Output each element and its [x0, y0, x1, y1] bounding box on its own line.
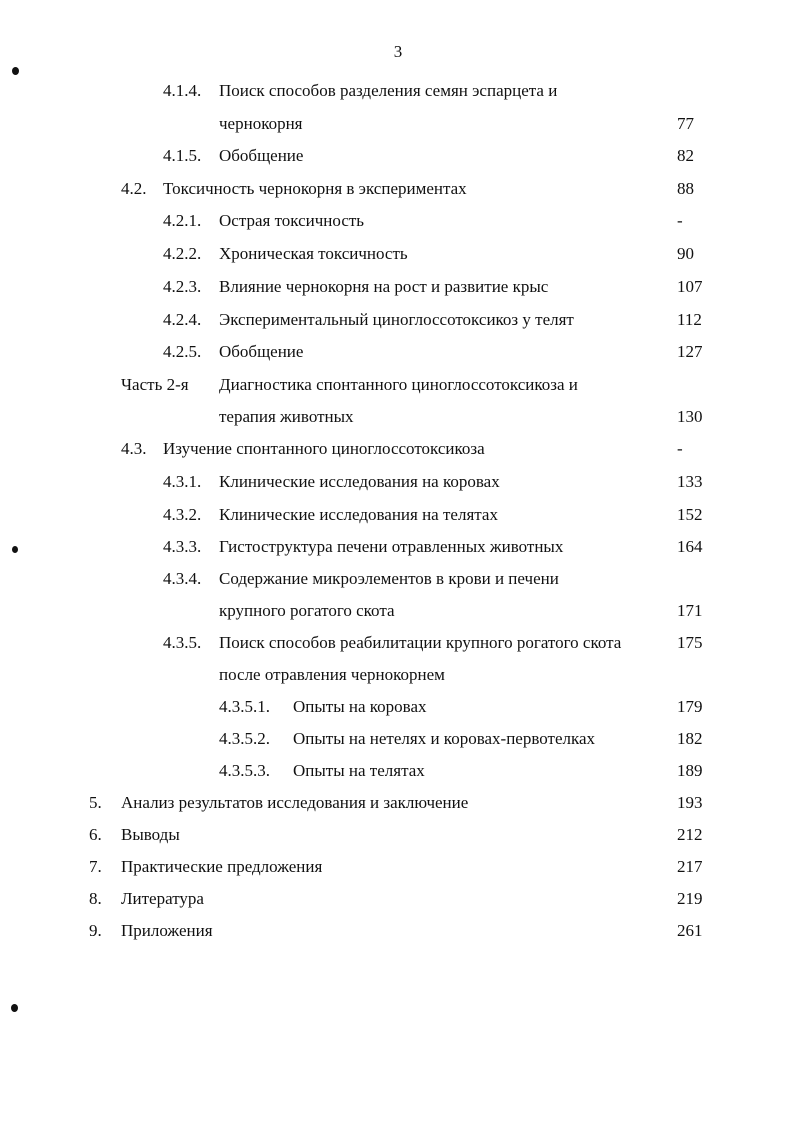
toc-entry-number: 4.2.2. [163, 244, 202, 263]
toc-entry-title: Обобщение [219, 146, 304, 165]
page-number: 3 [393, 42, 403, 61]
toc-entry-page: 88 [677, 179, 694, 198]
toc-entry-page: 217 [677, 857, 703, 876]
toc-entry-title: Литература [121, 889, 204, 908]
toc-entry-page: 82 [677, 146, 694, 165]
toc-entry-title: Клинические исследования на коровах [219, 472, 500, 491]
toc-entry-title: Поиск способов реабилитации крупного рогатого скота [219, 633, 622, 652]
toc-entry-title: Обобщение [219, 342, 304, 361]
toc-entry-page: 133 [677, 472, 703, 491]
scan-mark [11, 1004, 18, 1012]
toc-entry-number: 4.3.5.3. [219, 761, 270, 780]
toc-entry-page: 90 [677, 244, 694, 263]
toc-entry-number: 7. [89, 857, 102, 876]
toc-entry-title: Анализ результатов исследования и заключение [121, 793, 469, 812]
toc-entry-number: 5. [89, 793, 102, 812]
toc-entry-number: 4.2. [121, 179, 147, 198]
toc-entry-number: 4.2.3. [163, 277, 202, 296]
scan-mark [12, 546, 18, 553]
toc-entry-page: 219 [677, 889, 703, 908]
toc-entry-page: 164 [677, 537, 703, 556]
toc-entry-page: 130 [677, 407, 703, 426]
toc-entry-page: 189 [677, 761, 703, 780]
toc-entry-number: 4.3.5. [163, 633, 202, 652]
toc-entry-number: 9. [89, 921, 102, 940]
toc-entry-page: 212 [677, 825, 703, 844]
toc-entry-number: 4.3.3. [163, 537, 202, 556]
toc-entry-number: 4.3.4. [163, 569, 202, 588]
toc-entry-title: Острая токсичность [219, 211, 365, 230]
toc-entry-number: 4.3.2. [163, 505, 202, 524]
toc-entry-page: - [677, 439, 683, 458]
toc-entry-number: 4.3.5.1. [219, 697, 270, 716]
toc-entry-number: 4.3.5.2. [219, 729, 270, 748]
toc-entry-title: Опыты на телятах [293, 761, 425, 780]
toc-entry-title: Выводы [121, 825, 180, 844]
toc-entry-title: Экспериментальный циноглоссотоксикоз у телят [219, 310, 574, 329]
toc-entry-page: 179 [677, 697, 703, 716]
toc-entry-page: 182 [677, 729, 703, 748]
toc-entry-page: 77 [677, 114, 694, 133]
toc-entry-page: 261 [677, 921, 703, 940]
toc-entry-title: Изучение спонтанного циноглоссотоксикоза [163, 439, 485, 458]
toc-entry-title: Поиск способов разделения семян эспарцета и [219, 81, 558, 100]
toc-entry-title: Практические предложения [121, 857, 323, 876]
toc-entry-title: Содержание микроэлементов в крови и печени [219, 569, 559, 588]
toc-entry-page: 175 [677, 633, 703, 652]
toc-entry-title: Гистоструктура печени отравленных животных [219, 537, 564, 556]
toc-entry-title: крупного рогатого скота [219, 601, 395, 620]
toc-entry-page: 107 [677, 277, 703, 296]
toc-entry-number: 4.1.4. [163, 81, 202, 100]
toc-entry-page: 171 [677, 601, 703, 620]
toc-entry-title: терапия животных [219, 407, 354, 426]
toc-entry-title: Влияние чернокорня на рост и развитие крыс [219, 277, 549, 296]
toc-entry-title: Хроническая токсичность [219, 244, 408, 263]
toc-entry-number: Часть 2-я [121, 375, 189, 394]
scan-mark [12, 67, 19, 75]
toc-entry-number: 4.2.1. [163, 211, 202, 230]
toc-entry-number: 4.1.5. [163, 146, 202, 165]
toc-entry-number: 4.3. [121, 439, 147, 458]
toc-entry-title: Опыты на коровах [293, 697, 427, 716]
toc-entry-title: Опыты на нетелях и коровах-первотелках [293, 729, 596, 748]
toc-entry-page: 127 [677, 342, 703, 361]
toc-entry-title: Приложения [121, 921, 213, 940]
toc-entry-number: 4.2.5. [163, 342, 202, 361]
toc-entry-title: чернокорня [219, 114, 303, 133]
toc-entry-page: 112 [677, 310, 702, 329]
toc-entry-page: - [677, 211, 683, 230]
toc-entry-title: Диагностика спонтанного циноглоссотоксикоза и [219, 375, 578, 394]
toc-entry-title: Клинические исследования на телятах [219, 505, 498, 524]
toc-entry-number: 8. [89, 889, 102, 908]
toc-entry-number: 6. [89, 825, 102, 844]
toc-entry-number: 4.2.4. [163, 310, 202, 329]
toc-entry-title: после отравления чернокорнем [219, 665, 445, 684]
toc-entry-page: 193 [677, 793, 703, 812]
toc-entry-number: 4.3.1. [163, 472, 202, 491]
toc-entry-title: Токсичность чернокорня в экспериментах [163, 179, 467, 198]
toc-entry-page: 152 [677, 505, 703, 524]
